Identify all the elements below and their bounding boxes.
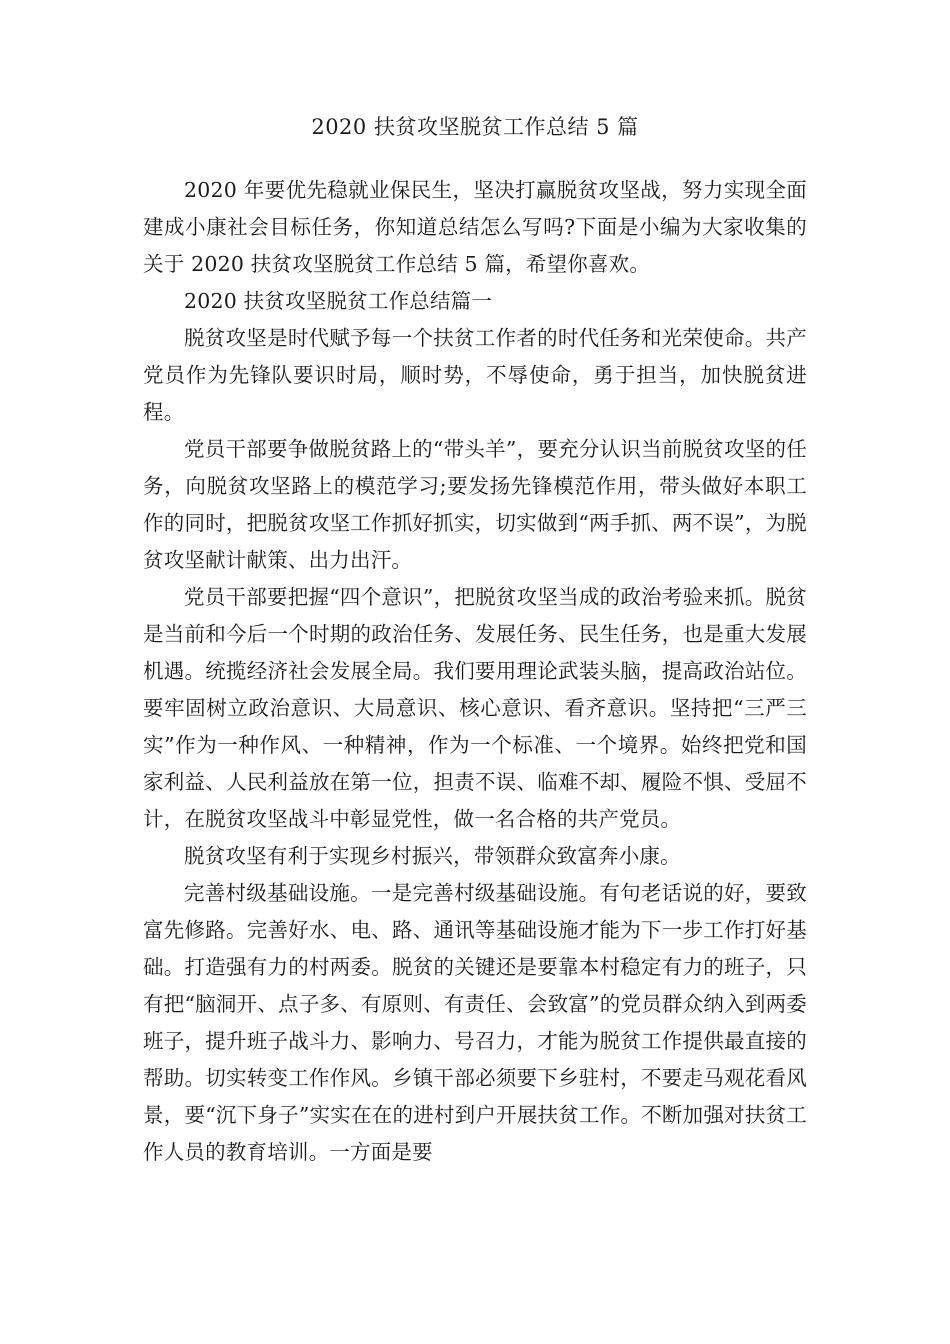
- paragraph: 脱贫攻坚有利于实现乡村振兴，带领群众致富奔小康。: [184, 844, 681, 868]
- paragraph: 脱贫攻坚是时代赋予每一个扶贫工作者的时代任务和光荣使命。共产党员作为先锋队要识时局，顺时势，不辱使命，勇于担当，加快脱贫进程。: [143, 326, 807, 424]
- paragraph: 党员干部要把握“四个意识”，把脱贫攻坚当成的政治考验来抓。脱贫是当前和今后一个时期的政治任务、发展任务、民生任务，也是重大发展机遇。统揽经济社会发展全局。我们要用理论武装头脑，提高政治站位。要牢固树立政治意识、大局意识、核心意识、看齐意识。坚持把“三严三实”作为一种作风、一种精神，作为一个标准、一个境界。始终把党和国家利益、人民利益放在第一位，担责不误、临难不却、履险不惧、受屈不计，在脱贫攻坚战斗中彰显党性，做一名合格的共产党员。: [143, 585, 807, 831]
- document-title: 2020 扶贫攻坚脱贫工作总结 5 篇: [311, 115, 639, 139]
- paragraph-intro: 2020 年要优先稳就业保民生，坚决打赢脱贫攻坚战，努力实现全面建成小康社会目标任务，你知道总结怎么写吗?下面是小编为大家收集的关于 2020 扶贫攻坚脱贫工作总结 5 篇，希望你喜欢。: [143, 178, 807, 276]
- paragraph: 党员干部要争做脱贫路上的“带头羊”，要充分认识当前脱贫攻坚的任务，向脱贫攻坚路上的模范学习;要发扬先锋模范作用，带头做好本职工作的同时，把脱贫攻坚工作抓好抓实，切实做到“两手抓、两不误”，为脱贫攻坚献计献策、出力出汗。: [143, 437, 807, 572]
- document-body: [143, 172, 807, 1171]
- section-heading: 2020 扶贫攻坚脱贫工作总结篇一: [184, 289, 493, 313]
- paragraph: 完善村级基础设施。一是完善村级基础设施。有句老话说的好，要致富先修路。完善好水、电、路、通讯等基础设施才能为下一步工作打好基础。打造强有力的村两委。脱贫的关键还是要靠本村稳定有力的班子，只有把“脑洞开、点子多、有原则、有责任、会致富”的党员群众纳入到两委班子，提升班子战斗力、影响力、号召力，才能为脱贫工作提供最直接的帮助。切实转变工作作风。乡镇干部必须要下乡驻村，不要走马观花看风景，要“沉下身子”实实在在的进村到户开展扶贫工作。不断加强对扶贫工作人员的教育培训。一方面是要: [143, 881, 807, 1164]
